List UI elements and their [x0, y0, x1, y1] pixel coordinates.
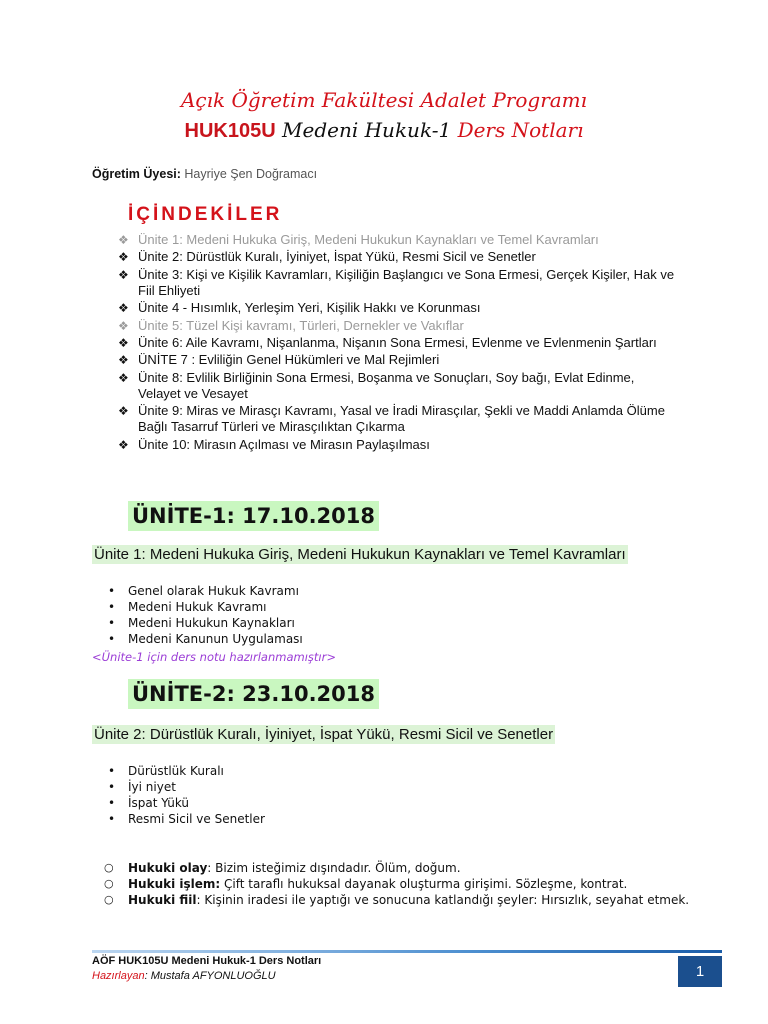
- document-title: Açık Öğretim Fakültesi Adalet Programı: [180, 88, 588, 112]
- toc-item[interactable]: [118, 232, 678, 248]
- toc-item[interactable]: [118, 267, 678, 299]
- course-name: Medeni Hukuk-1: [282, 118, 452, 142]
- course-code: HUK105U: [184, 120, 276, 142]
- diamond-bullet-icon: ❖: [118, 404, 129, 419]
- toc-item-label: Ünite 6: Aile Kavramı, Nişanlanma, Nişanın Sona Ermesi, Evlenme ve Evlenmenin Şartları: [138, 334, 657, 350]
- toc-item[interactable]: [118, 300, 678, 316]
- toc-item-label: Ünite 10: Mirasın Açılması ve Mirasın Paylaşılması: [138, 436, 430, 452]
- diamond-bullet-icon: ❖: [118, 437, 129, 452]
- diamond-bullet-icon: ❖: [118, 267, 129, 282]
- list-item: • Genel olarak Hukuk Kavramı: [108, 583, 303, 599]
- definition-text: : Kişinin iradesi ile yaptığı ve sonucuna katlandığı şeyler: Hırsızlık, seyahat etmek.: [196, 893, 690, 907]
- instructor-line: [92, 167, 317, 181]
- definition-item: [104, 876, 689, 892]
- unit-1-subtitle: Ünite 1: Medeni Hukuka Giriş, Medeni Hukukun Kaynakları ve Temel Kavramları: [94, 546, 626, 563]
- toc-item[interactable]: [118, 370, 678, 402]
- footer-author: [92, 970, 276, 982]
- unit-2-topic-list: [108, 763, 265, 827]
- list-item: • Dürüstlük Kuralı: [108, 763, 265, 779]
- footer-divider: [92, 950, 722, 953]
- diamond-bullet-icon: ❖: [118, 353, 129, 368]
- definition-item: [104, 892, 689, 908]
- unit-2-subtitle: Ünite 2: Dürüstlük Kuralı, İyiniyet, İspat Yükü, Resmi Sicil ve Senetler: [94, 726, 554, 743]
- course-notes-label: Ders Notları: [457, 118, 584, 142]
- instructor-name: Hayriye Şen Doğramacı: [184, 167, 318, 181]
- unit-1-heading: ÜNİTE-1: 17.10.2018: [128, 501, 379, 531]
- list-item: • Medeni Kanunun Uygulaması: [108, 631, 303, 647]
- toc-item[interactable]: [118, 352, 678, 368]
- toc-item-label: Ünite 9: Miras ve Mirasçı Kavramı, Yasal ve İradi Mirasçılar, Şekli ve Maddi Anlamda Ölüme Bağlı Tasarruf Türleri ve Mirasçılıktan Çıkarma: [138, 403, 665, 435]
- toc-item-label: Ünite 8: Evlilik Birliğinin Sona Ermesi, Boşanma ve Sonuçları, Soy bağı, Evlat Edinme, Velayet ve Vesayet: [138, 369, 635, 401]
- toc-item-label: Ünite 5: Tüzel Kişi kavramı, Türleri, Dernekler ve Vakıflar: [138, 317, 464, 333]
- footer-title: AÖF HUK105U Medeni Hukuk-1 Ders Notları: [92, 955, 322, 967]
- definition-text: : Bizim isteğimiz dışındadır. Ölüm, doğum.: [207, 861, 461, 875]
- diamond-bullet-icon: ❖: [118, 301, 129, 316]
- definition-text: Çift taraflı hukuksal dayanak oluşturma girişimi. Sözleşme, kontrat.: [220, 877, 628, 891]
- toc-item-label: Ünite 2: Dürüstlük Kuralı, İyiniyet, İspat Yükü, Resmi Sicil ve Senetler: [138, 249, 536, 265]
- diamond-bullet-icon: ❖: [118, 335, 129, 350]
- toc-item[interactable]: [118, 318, 678, 334]
- list-item: • Medeni Hukukun Kaynakları: [108, 615, 303, 631]
- list-item: • İyi niyet: [108, 779, 265, 795]
- toc-item-label: ÜNİTE 7 : Evliliğin Genel Hükümleri ve Mal Rejimleri: [138, 352, 440, 368]
- diamond-bullet-icon: ❖: [118, 370, 129, 385]
- diamond-bullet-icon: ❖: [118, 318, 129, 333]
- author-name: Mustafa AFYONLUOĞLU: [150, 970, 276, 982]
- unit-2-heading: ÜNİTE-2: 23.10.2018: [128, 679, 379, 709]
- toc-item[interactable]: [118, 249, 678, 265]
- diamond-bullet-icon: ❖: [118, 233, 129, 247]
- toc-item[interactable]: [118, 437, 678, 453]
- toc-item[interactable]: [118, 403, 678, 435]
- instructor-label: Öğretim Üyesi:: [92, 167, 181, 181]
- toc-item-label: Ünite 3: Kişi ve Kişilik Kavramları, Kişiliğin Başlangıcı ve Sona Ermesi, Gerçek Kişiler, Hak ve Fiil Ehliyeti: [138, 266, 675, 298]
- toc-item-label: Ünite 4 - Hısımlık, Yerleşim Yeri, Kişilik Hakkı ve Korunması: [138, 300, 481, 316]
- definition-term: Hukuki işlem:: [128, 877, 221, 891]
- list-item: • Resmi Sicil ve Senetler: [108, 811, 265, 827]
- unit-1-topic-list: [108, 583, 303, 647]
- document-subtitle: [0, 118, 768, 143]
- toc-item[interactable]: [118, 335, 678, 351]
- toc-heading: İÇİNDEKİLER: [128, 204, 283, 225]
- definition-item: [104, 860, 689, 876]
- page-number: 1: [678, 956, 722, 987]
- list-item: • İspat Yükü: [108, 795, 265, 811]
- table-of-contents: [118, 232, 678, 454]
- author-label: Hazırlayan: [92, 970, 145, 982]
- toc-item-label: Ünite 1: Medeni Hukuka Giriş, Medeni Hukukun Kaynakları ve Temel Kavramları: [138, 232, 599, 247]
- author-separator: :: [144, 970, 151, 982]
- definition-term: Hukuki fiil: [128, 893, 197, 907]
- list-item: • Medeni Hukuk Kavramı: [108, 599, 303, 615]
- definition-term: Hukuki olay: [128, 861, 208, 875]
- unit-1-note: <Ünite-1 için ders notu hazırlanmamıştır>: [92, 650, 336, 664]
- diamond-bullet-icon: ❖: [118, 250, 129, 265]
- definitions-list: [104, 860, 689, 908]
